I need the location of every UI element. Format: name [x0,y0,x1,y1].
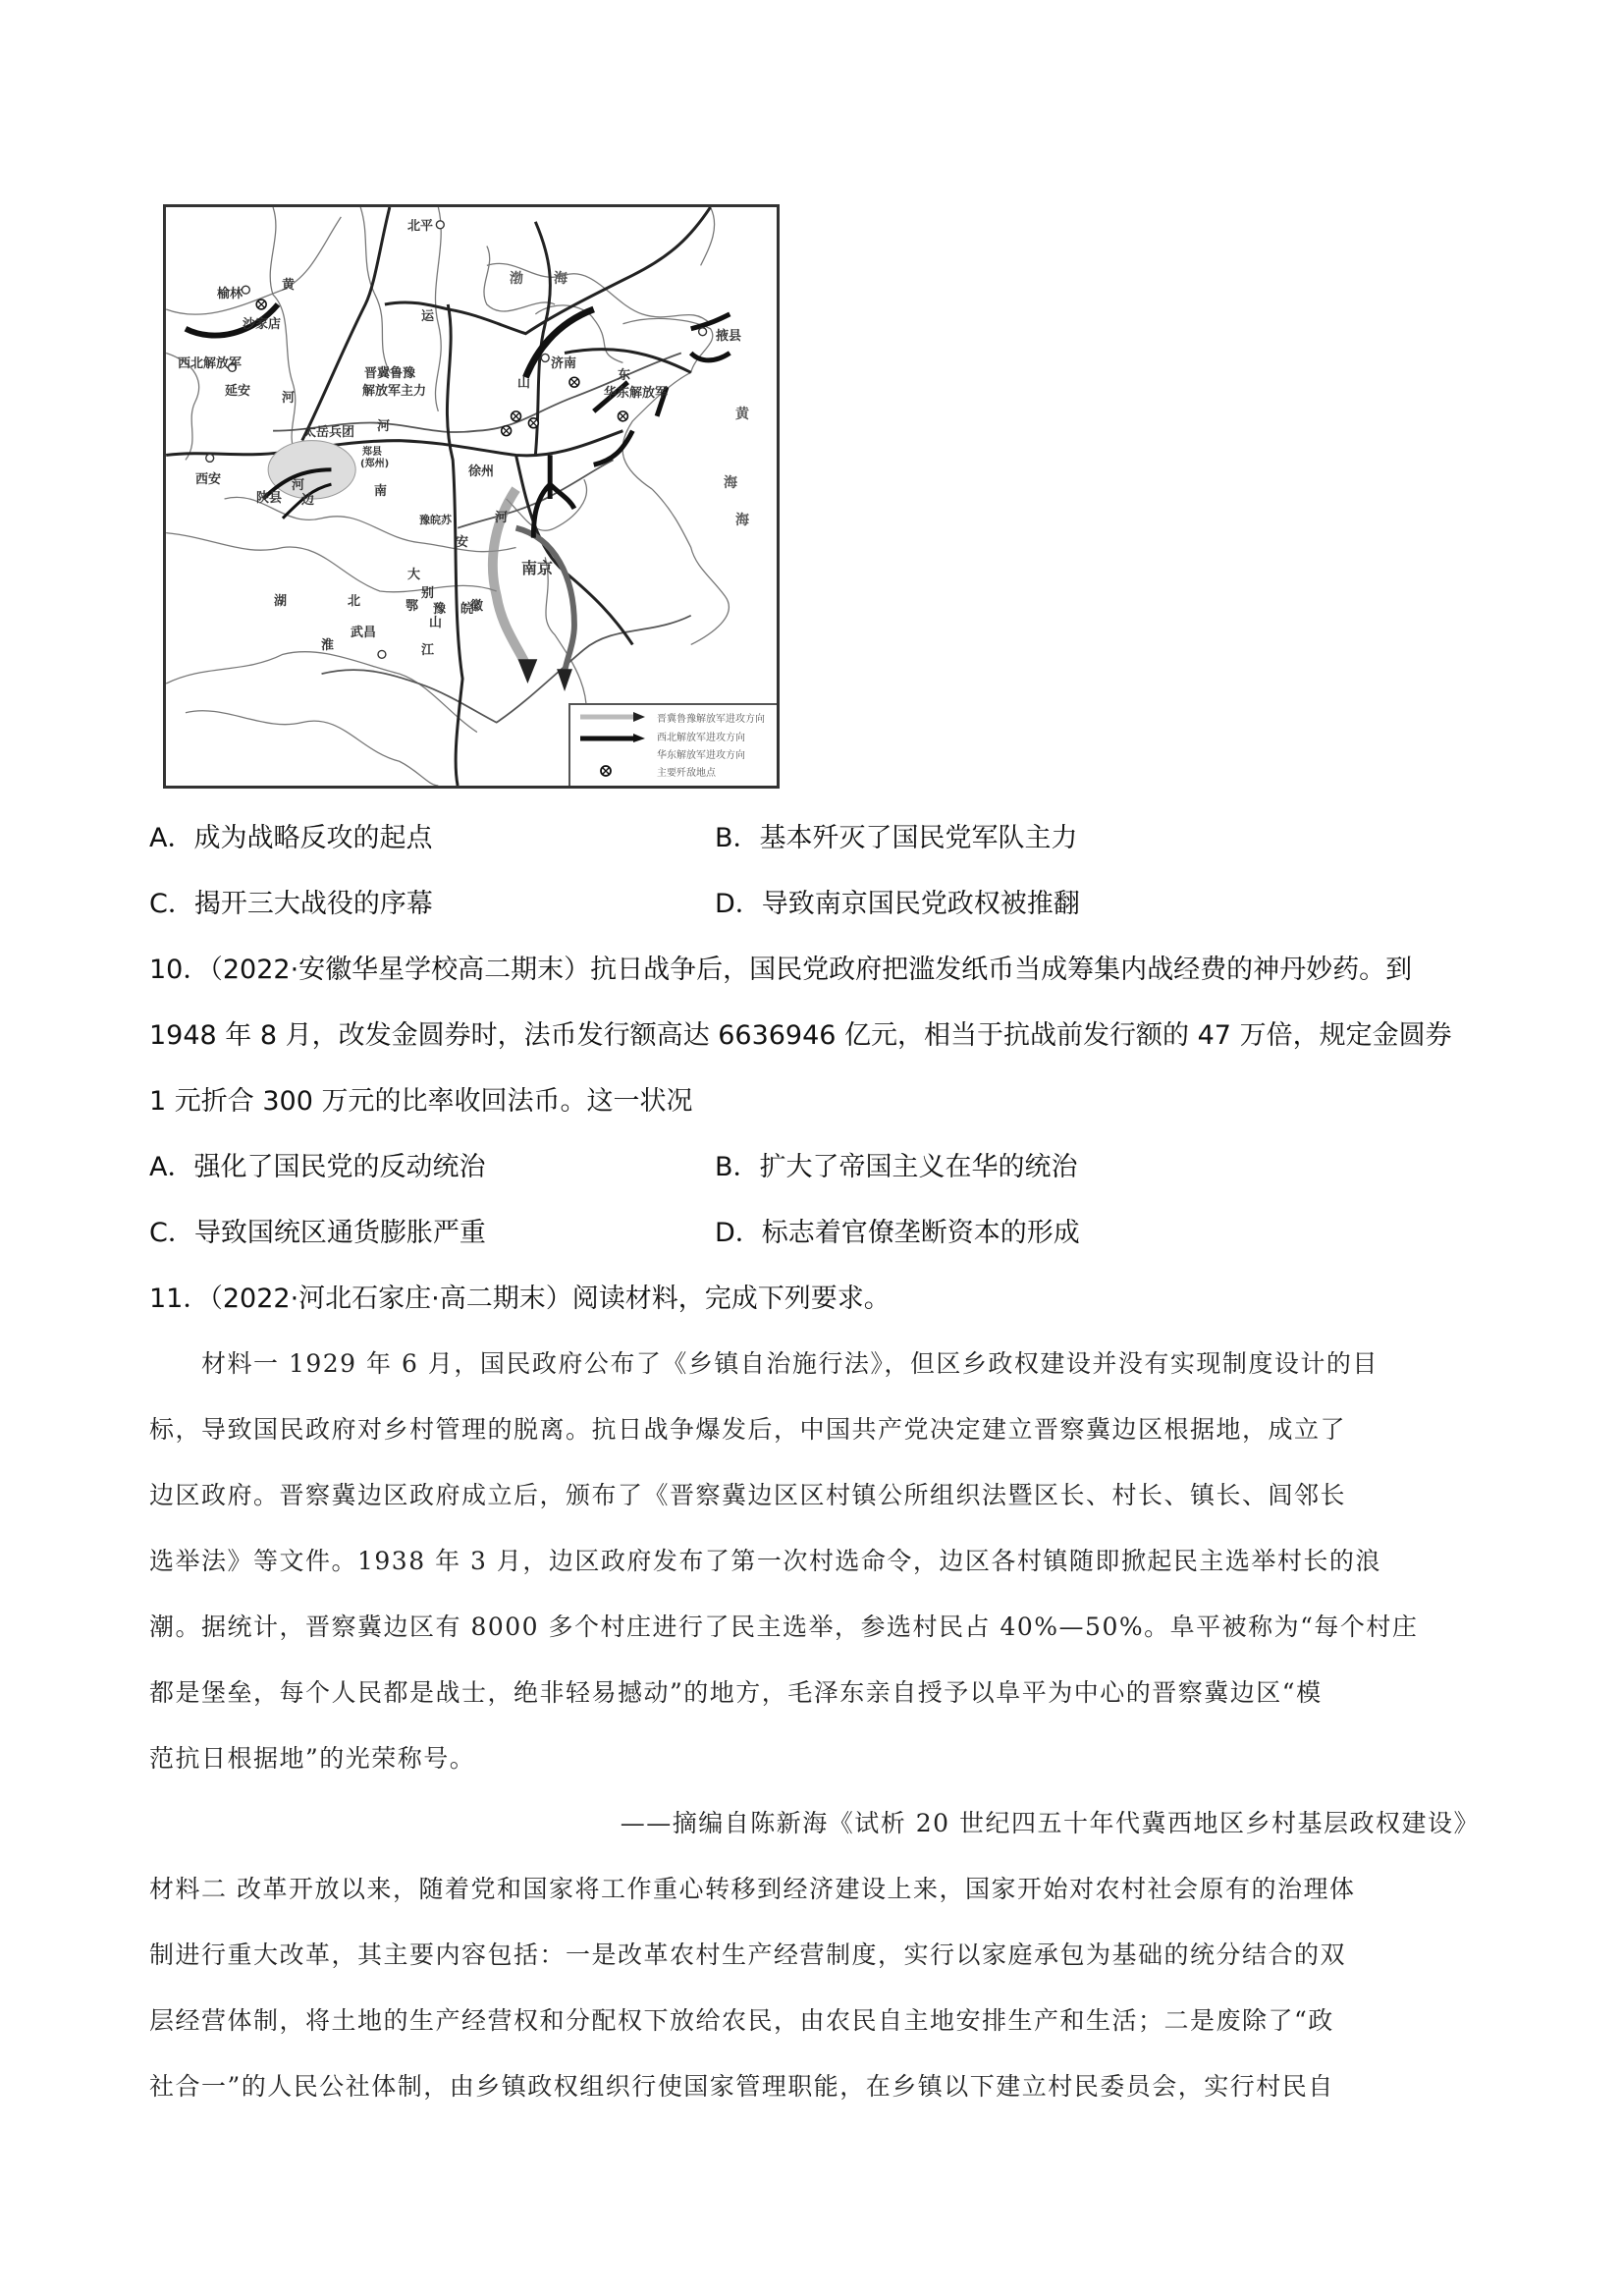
legend-item [578,744,745,762]
map-label-huang: 黄 [282,278,296,293]
q11-material1-line: 材料一 1929 年 6 月，国民政府公布了《乡镇自治施行法》，但区乡政权建设并没有实现制度设计的目 [201,1349,1379,1378]
map-label-dabie: 别 [421,586,435,601]
q10-option-a[interactable]: A．强化了国民党的反动统治 [149,1152,486,1182]
outline-arrow-icon [578,710,647,724]
q10-stem-line: 1948 年 8 月，改发金圆券时，法币发行额高达 6636946 亿元，相当于抗战前发行额的 47 万倍，规定金圆券 [149,1020,1452,1051]
map-label-hubei: 湖 [274,594,288,609]
map-label-wuchang: 武昌 [351,626,377,640]
border-line [166,217,341,314]
map-label-bohai: 海 [554,271,568,287]
border-line [166,652,477,733]
arrow-head [518,659,538,683]
map-label-hubei: 北 [348,594,361,609]
q11-material1-line: 都是堡垒，每个人民都是战士，绝非轻易撼动”的地方，毛泽东亲自授予以阜平为中心的晋察冀边区“模 [149,1678,1323,1707]
east-army-arrow [691,353,730,359]
map-label-he: 河 [495,511,509,525]
legend-item [578,762,716,780]
city-marker-icon [378,650,386,658]
map-label-nanjing: 南京 [521,559,554,577]
map-label-yulin: 榆林 [217,287,243,301]
map-label-shajiadian: 沙家店 [243,317,282,332]
map-label-jiang: 江 [421,643,435,658]
crossed-circle-icon [578,764,647,778]
q11-material1-line: 边区政府。晋察冀边区政府成立后，颁布了《晋察冀边区区村镇公所组织法暨区长、村长、镇长、闾邻长 [149,1481,1347,1509]
border-line [435,207,441,411]
railway [166,431,622,456]
city-marker-icon [699,328,707,336]
map-label-yuwansu: 豫皖苏 [419,514,452,526]
legend-spacer [578,746,647,760]
map-label-beiping: 北平 [407,219,434,234]
map-label-east-army: 华东解放军 [604,386,669,401]
map-label-northwest-army: 西北解放军 [178,356,243,371]
map-label-yun: 运 [421,309,435,324]
q11-material2-line: 层经营体制，将土地的生产经营权和分配权下放给农民，由农民自主地安排生产和生活；二是废除了“政 [149,2006,1334,2035]
map-label-jinjiluyu: 晋冀鲁豫 [364,366,416,381]
map-label-yellow-sea: 黄 [735,407,749,422]
q10-option-d[interactable]: D．标志着官僚垄断资本的形成 [715,1218,1080,1248]
legend-item [578,727,745,744]
map-label-xuzhou: 徐州 [468,465,495,479]
q11-material1-source: ——摘编自陈新海《试析 20 世纪四五十年代冀西地区乡村基层政权建设》 [620,1809,1480,1837]
legend-item [578,708,765,726]
arrow-head [557,669,572,691]
city-marker-icon [436,221,444,229]
coastline [652,489,729,644]
map-label-shanxian: 陕县 [256,491,283,506]
map-label-taiyue: 太岳兵团 [303,425,355,440]
q10-stem-line: 1 元折合 300 万元的比率收回法币。这一状况 [149,1086,693,1117]
q10-option-c[interactable]: C．导致国统区通货膨胀严重 [149,1218,486,1248]
map-label-eyuwan: 皖 [460,602,474,617]
q9-option-d[interactable]: D．导致南京国民党政权被推翻 [715,889,1080,919]
map-label-jinan: 济南 [551,356,577,371]
solid-arrow-icon [578,729,647,742]
q10-option-b[interactable]: B．扩大了帝国主义在华的统治 [715,1152,1078,1182]
map-label-bohai: 渤 [510,271,523,287]
border-line [270,207,297,460]
map-label-yellow-sea: 海 [735,513,749,528]
map-label-jinjiluyu-main: 解放军主力 [362,384,427,399]
map-label-dong: 东 [618,368,631,383]
map-label-zhengxian: 郑县 [362,447,382,458]
legend-label: 华东解放军进攻方向 [657,749,745,761]
coastline [622,318,713,489]
map-label-xian: 西安 [195,472,222,487]
campaign-map [163,204,780,789]
q11-material2-line: 制进行重大改革，其主要内容包括：一是改革农村生产经营制度，实行以家庭承包为基础的统分结合的双 [149,1941,1347,1969]
map-label-he: 河 [282,391,296,406]
legend-label: 西北解放军进攻方向 [657,732,745,743]
map-label-yixian: 掖县 [716,329,742,344]
map-label-east-sea: 海 [724,475,737,491]
city-marker-icon [206,454,214,462]
map-label-dabie: 大 [407,568,421,582]
legend-label: 晋冀鲁豫解放军进攻方向 [657,713,765,725]
map-label-nan: 南 [374,484,388,499]
central-advance-arrow [533,455,574,537]
legend-label: 主要歼敌地点 [657,767,716,779]
railway [302,207,390,441]
map-legend [568,703,780,789]
q11-material1-line: 潮。据统计，晋察冀边区有 8000 多个村庄进行了民主选举，参选村民占 40%—50%。阜平被称为“每个村庄 [149,1613,1419,1641]
border-line [166,533,497,592]
q9-option-a[interactable]: A．成为战略反攻的起点 [149,823,433,853]
q10-stem-line: 10．（2022·安徽华星学校高二期末）抗日战争后，国民党政府把滥发纸币当成筹集内战经费的神丹妙药。到 [149,955,1413,985]
city-marker-icon [541,354,549,361]
map-label-hebian: 河 [292,478,305,493]
map-label-he: 河 [377,419,391,434]
q9-option-b[interactable]: B．基本歼灭了国民党军队主力 [715,823,1078,853]
map-label-hebian: 边 [301,493,315,508]
city-marker-icon [242,286,249,294]
map-label-anhui: 徽 [470,599,484,614]
q11-material1-line: 标，导致国民政府对乡村管理的脱离。抗日战争爆发后，中国共产党决定建立晋察冀边区根据地，成立了 [149,1415,1347,1444]
map-label-anhui: 安 [456,535,469,550]
q9-option-c[interactable]: C．揭开三大战役的序幕 [149,889,433,919]
q11-material2-line: 材料二 改革开放以来，随着党和国家将工作重心转移到经济建设上来，国家开始对农村社会原有的治理体 [149,1875,1356,1903]
q11-stem: 11．（2022·河北石家庄·高二期末）阅读材料，完成下列要求。 [149,1284,891,1314]
q11-material1-line: 选举法》等文件。1938 年 3 月，边区政府发布了第一次村选命令，边区各村镇随即掀起民主选举村长的浪 [149,1547,1381,1575]
q11-material2-line: 社合一”的人民公社体制，由乡镇政权组织行使国家管理职能，在乡镇以下建立村民委员会，实行村民自 [149,2072,1334,2101]
map-label-yanan: 延安 [225,384,251,399]
q11-material1-line: 范抗日根据地”的光荣称号。 [149,1744,476,1773]
map-label-yangtze: 淮 [321,638,335,653]
map-label-dabie: 山 [429,616,443,630]
map-label-eyuwan: 鄂 [406,599,419,614]
map-label-zhengzhou: (郑州) [360,459,390,469]
map-label-eyuwan: 豫 [433,602,447,617]
border-line [186,711,438,786]
map-label-shan: 山 [517,376,531,391]
